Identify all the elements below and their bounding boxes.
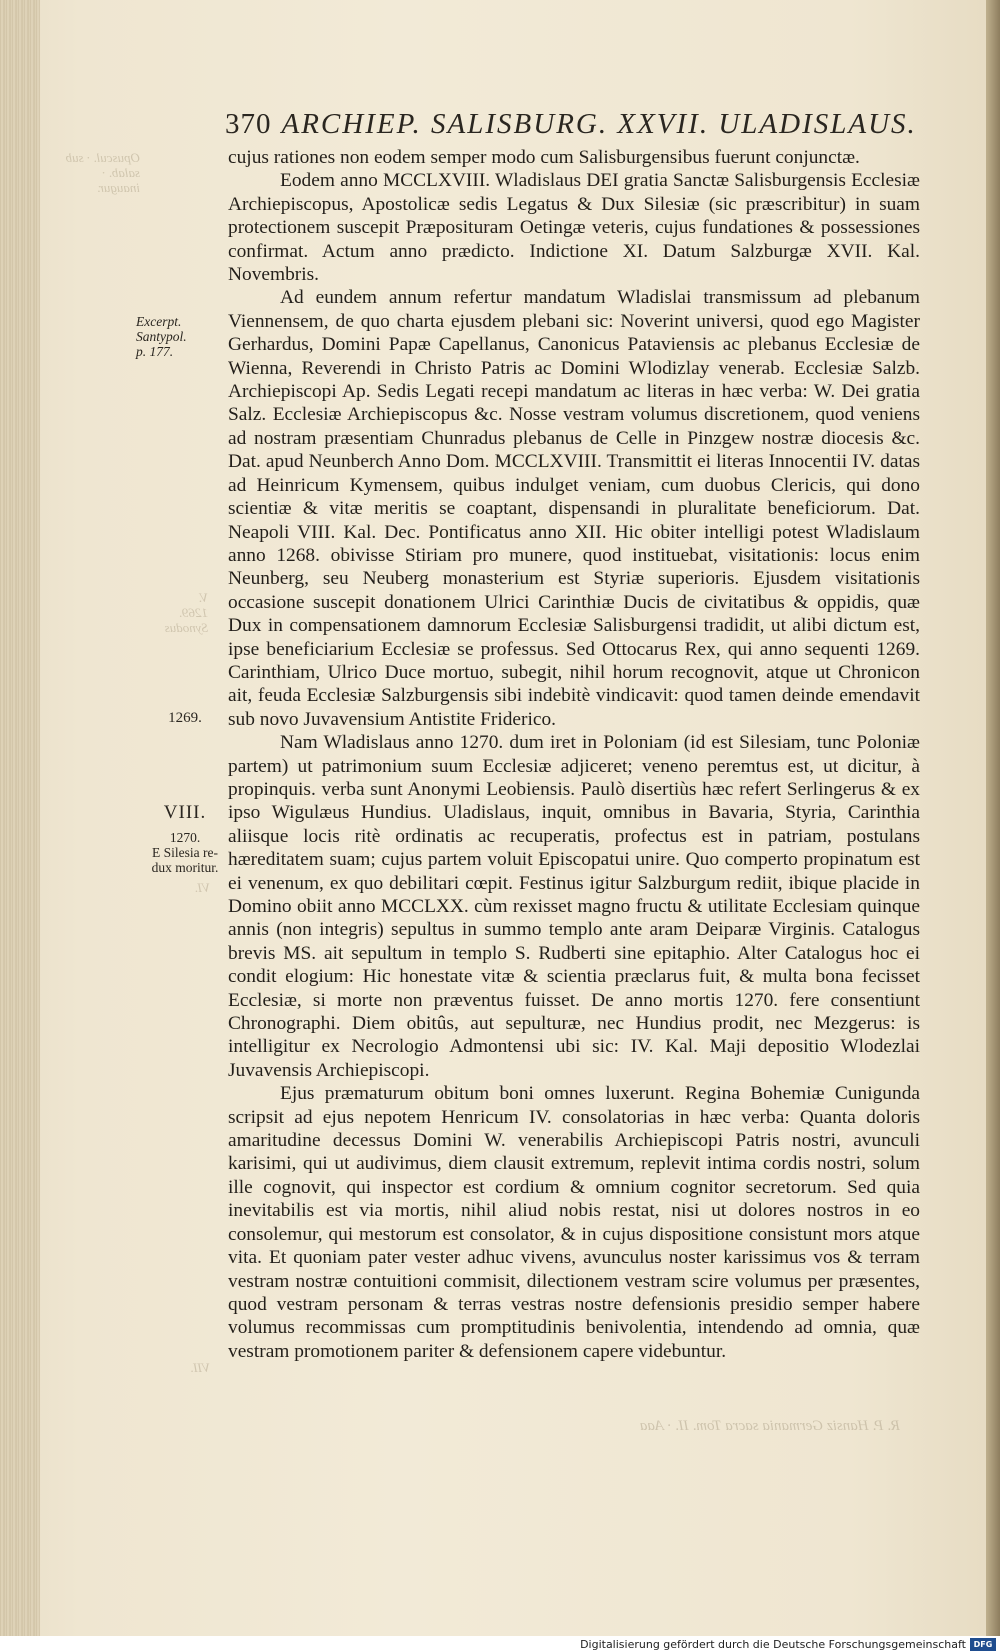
section-number: VIII. xyxy=(163,802,207,823)
margin-year-1269: 1269. xyxy=(168,710,202,726)
paragraph-1: cujus rationes non eodem semper modo cum Salisburgensibus fuerunt conjunctæ. xyxy=(228,147,860,168)
margin-silesia-line-1: E Silesia re- xyxy=(152,845,218,860)
margin-note-1269 xyxy=(144,711,226,726)
bleed-through-right-2: VI. xyxy=(194,880,210,895)
running-header xyxy=(225,108,917,141)
running-title: ARCHIEP. SALISBURG. XXVII. ULADISLAUS. xyxy=(281,108,917,140)
margin-excerpt-line-1: Excerpt. xyxy=(136,314,182,329)
page-number: 370 xyxy=(225,108,272,140)
margin-note-section xyxy=(144,802,226,875)
margin-note-excerpt xyxy=(136,314,218,359)
margin-year-1270: 1270. xyxy=(169,830,201,845)
paragraph-3: Ad eundem annum refertur mandatum Wladislai transmissum ad plebanum Viennensem, de quo charta ejusdem plebani sic: Noverint universi, quod ego Magister Gerhardus, Domini Papæ Capellanus, Canonicus Pataviensis ac plebanus Ecclesiæ de Wienna, Reverendi in Christo Patris ac Domini Wlodizlay venerab. Ecclesiæ Salzb. Archiepiscopi Ap. Sedis Legati recepi mandatum ac literas in hæc verba: W. Dei gratia Salz. Ecclesiæ Archiepiscopus &c. Nosse vestram volumus discretionem, quod veniens ad nostram præsentiam Chunradus plebanus de Celle in Pinzgew nostræ diocesis &c. Dat. apud Neunberch Anno Dom. MCCLXVIII. Transmittit ei literas Innocentii IV. datas ad Heinricum Kymensem, quibus indulget veniam, cum duobus Clericis, qui dono scientiæ & vitæ meritis se coaptant, dispensandi in pluralitate beneficiorum. Dat. Neapoli VIII. Kal. Dec. Pontificatus anno XII. Hic obiter intelligi potest Wladislaum anno 1268. obivisse Stiriam pro munere, quod instituebat, visitationis: locus enim Neunberg, seu Neuberg monasterium est Styriæ superioris. Ejusdem visitationis occasione suscepit donationem Ulrici Carinthiæ Ducis de civitatibus & oppidis, quæ Dux in compensationem damnorum Ecclesiæ Salisburgensi tradidit, ut alibi dictum est, ipse beneficiarium Ecclesiæ se professus. Sed Ottocarus Rex, qui anno sequenti 1269. Carinthiam, Ulrico Duce mortuo, subegit, nihil horum recognovit, atque ut Chronicon ait, feuda Ecclesiæ Salzburgensis sibi indebitè vindicavit: quod tamen deinde emendavit sub novo Juvavensium Antistite Friderico. xyxy=(228,287,920,730)
margin-excerpt-line-3: p. 177. xyxy=(136,344,174,359)
body-text xyxy=(228,146,920,1363)
paragraph-2: Eodem anno MCCLXVIII. Wladislaus DEI gratia Sanctæ Salisburgensis Ecclesiæ Archiepiscopus, Apostolicæ sedis Legatus & Dux Silesiæ (sic præscribitur) in suam protectionem suscepit Præposituram Oetingæ veteris, cujus fundationes & possessiones confirmat. Actum anno prædicto. Indictione XI. Datum Salzburgæ XVII. Kal. Novembris. xyxy=(228,170,920,286)
book-spine xyxy=(986,0,1000,1652)
page-stack-edge xyxy=(0,0,40,1652)
credit-bar xyxy=(0,1636,1000,1652)
margin-silesia-line-2: dux moritur. xyxy=(151,860,219,875)
bleed-through-right-3: VII. xyxy=(190,1360,210,1375)
paragraph-5: Ejus præmaturum obitum boni omnes luxerunt. Regina Bohemiæ Cunigunda scripsit ad ejus nepotem Henricum IV. consolatorias in hæc verba: Quanta doloris amaritudine decessus Domini W. venerabilis Archiepiscopi Patris nostri, avunculi karisimi, qui ut audivimus, diem clausit extremum, replevit intima cordis nostri, solum ille cognovit, qui inspector est cordium & omnium cognitor secretorum. Sed quia inevitabilis est via mortis, nihil aliud nobis restat, nisi ut dolores nostros in eo consolemur, qui mestorum est consolator, & in cujus dispositione consistunt mors atque vita. Et quoniam pater vester adhuc vivens, avunculus noster karissimus vos & terram vestram nostræ contuitioni commisit, dilectionem vestram scire volumus per præsentes, quod vestram personam & terras vestras nostre defensionis presidio semper habere volumus recommissas cum promptitudinis benivolentia, intendendo ad omnia, quæ vestram promotionem pariter & defensionem capere videbuntur. xyxy=(228,1083,920,1362)
paragraph-4: Nam Wladislaus anno 1270. dum iret in Poloniam (id est Silesiam, tunc Poloniæ partem) ut patrimonium suum Ecclesiæ adjiceret; veneno peremtus est, ut dicitur, à propinquis. verba sunt Anonymi Leobiensis. Paulò disertiùs hæc refert Serlingerus & ex ipso Wigulæus Hundius. Uladislaus, inquit, omnibus in Bavaria, Styria, Carinthia aliisque locis ritè ordinatis ac recuperatis, profectus est in patriam, postulans hæreditatem suam; cujus partem voluit Episcopatui unire. Quo comperto propinatum est ei venenum, ex quo debilitari cœpit. Festinus igitur Salzburgum rediit, ibique placide in Domino obiit anno MCCLXX. cùm rexisset magno fructu & utilitate Ecclesiam quinque annis (non integris) sepultus in summo templo ante aram Deiparæ Virginis. Catalogus brevis MS. ait sepultum in templo S. Rudberti sine epitaphio. Alter Catalogus hoc ei condit elogium: Hic honestate vitæ & scientia præclarus fuit, & multa bona fecisset Ecclesiæ, si morte non præventus fuisset. De anno mortis 1270. fere consentiunt Chronographi. Diem obitûs, aut sepulturæ, nec Hundius prodit, nec Mezgerus: is intelligitur ex Necrologio Admontensi ubi sic: IV. Kal. Maji depositio Wlodezlai Juvavensis Archiepiscopi. xyxy=(228,732,920,1081)
dfg-logo-icon: DFG xyxy=(970,1638,996,1651)
bleed-through-left: Opuscul. · sub salab. · inaugur. xyxy=(65,150,140,195)
margin-excerpt-line-2: Santypol. xyxy=(136,329,187,344)
bleed-through-footer: R. P. Hansiz Germania sacra Tom. II. · Aaa xyxy=(639,1418,900,1434)
bleed-through-right: V. 1269. Synodus xyxy=(164,590,208,635)
digitization-credit: Digitalisierung gefördert durch die Deutsche Forschungsgemeinschaft xyxy=(580,1638,966,1651)
